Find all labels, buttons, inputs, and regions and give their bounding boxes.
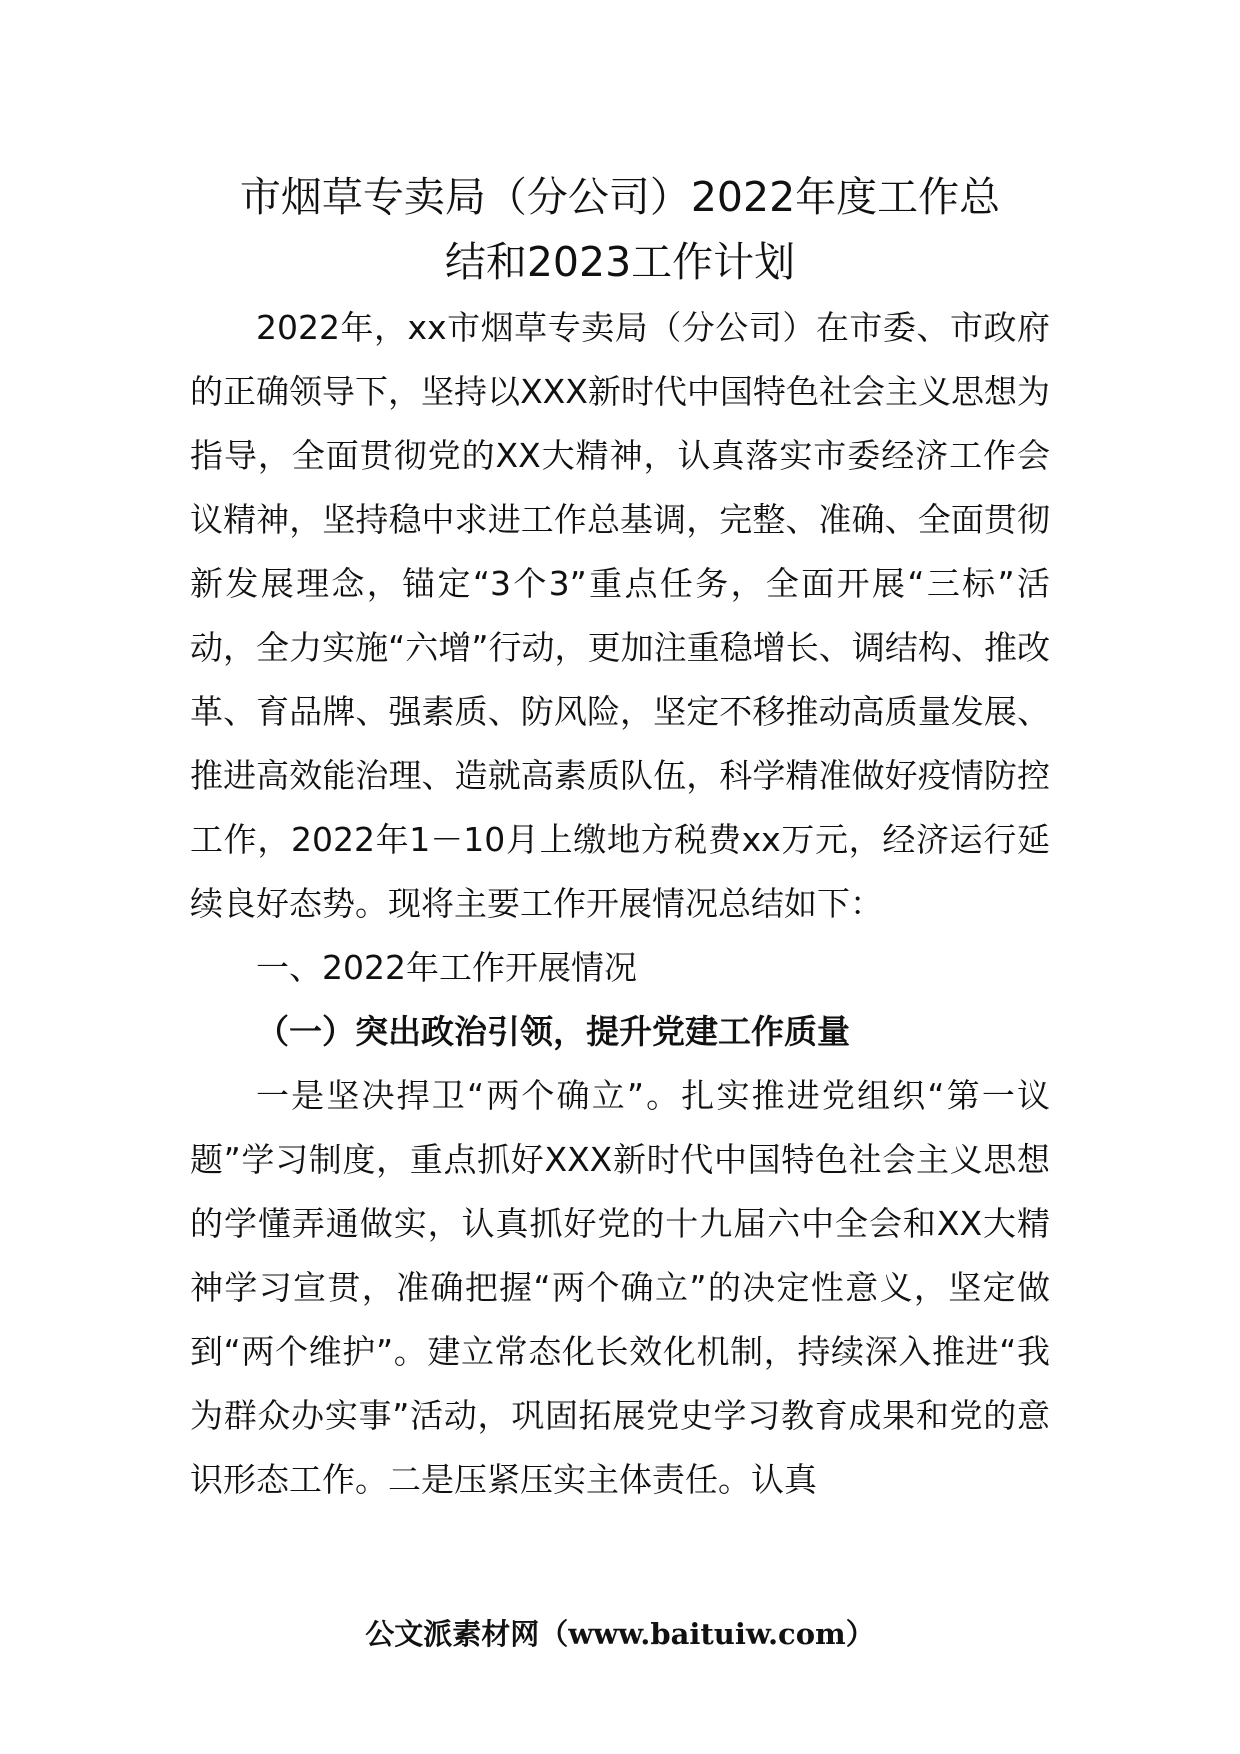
document-title	[160, 165, 1080, 295]
title-line-2: 结和2023工作计划	[444, 238, 796, 286]
section-heading-1: 一、2022年工作开展情况	[256, 948, 637, 987]
intro-paragraph: 2022年，xx市烟草专卖局（分公司）在市委、市政府的正确领导下，坚持以XXX新时代中国特色社会主义思想为指导，全面贯彻党的XX大精神，认真落实市委经济工作会议精神，坚持稳中求进工作总基调，完整、准确、全面贯彻新发展理念，锚定“3个3”重点任务，全面开展“三标”活动，全力实施“六增”行动，更加注重稳增长、调结构、推改革、育品牌、强素质、防风险，坚定不移推动高质量发展、推进高效能治理、造就高素质队伍，科学精准做好疫情防控工作，2022年1－10月上缴地方税费xx万元，经济运行延续良好态势。现将主要工作开展情况总结如下：	[190, 308, 1050, 923]
title-line-1: 市烟草专卖局（分公司）2022年度工作总	[239, 173, 1001, 221]
document-body	[190, 296, 1050, 1512]
subsection-1-paragraph: 一是坚决捍卫“两个确立”。扎实推进党组织“第一议题”学习制度，重点抓好XXX新时代中国特色社会主义思想的学懂弄通做实，认真抓好党的十九届六中全会和XX大精神学习宣贯，准确把握“两个确立”的决定性意义，坚定做到“两个维护”。建立常态化长效化机制，持续深入推进“我为群众办实事”活动，巩固拓展党史学习教育成果和党的意识形态工作。二是压紧压实主体责任。认真	[190, 1076, 1050, 1499]
footer-watermark: 公文派素材网（www.baituiw.com）	[365, 1617, 875, 1651]
subsection-heading-1: （一）突出政治引领，提升党建工作质量	[256, 1012, 850, 1051]
